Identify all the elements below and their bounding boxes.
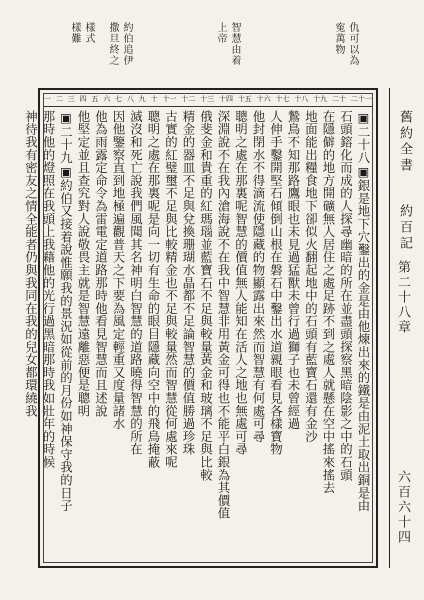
- divider: [389, 88, 390, 568]
- verse-number: 十六: [256, 95, 271, 103]
- header-note: 上帝: [215, 22, 226, 44]
- verse-number: 八: [126, 95, 134, 103]
- verse-number: 四: [79, 95, 87, 103]
- text-column: 精金的器皿不足與兌換珊瑚水晶都不足論智慧的價值勝過珍珠: [181, 110, 196, 456]
- header-note: 樣難: [69, 22, 80, 44]
- verse-number: 二十: [332, 95, 347, 103]
- page-number: 六百六十四: [395, 470, 410, 545]
- verse-number: 九: [138, 95, 146, 103]
- verse-number: 十五: [237, 95, 252, 103]
- verse-number: 六: [103, 95, 111, 103]
- verse-number: 三: [67, 95, 75, 103]
- text-column: 人伸手鑿開堅石傾倒山根在磐石中鑿出水道親眼看見各樣寶物: [268, 110, 284, 456]
- text-column: 鷙鳥不知那路鷹眼也未見過猛獸未曾行過獅子也未曾經過: [286, 110, 301, 430]
- book-title: 舊約全書: [397, 110, 412, 174]
- header-note: 約伯追伊: [121, 22, 132, 66]
- header-note: 智慧由着: [229, 22, 240, 66]
- chapter-label: 第二十八章: [395, 260, 410, 335]
- text-column: 聰明之處在那裏呢智慧的價值無人能知在活人之地也無處可尋: [233, 110, 249, 456]
- verse-number: 十八: [294, 95, 309, 103]
- text-column: ▣二十八▣銀是地下穴鑿出的金是由他煉出來的鐵是由泥土取出銅是由: [356, 110, 371, 512]
- verse-number: 二十一: [350, 95, 372, 103]
- verse-number: 十九: [313, 95, 328, 103]
- text-column: 他為雨露定命令為雷電定道路那時他看見智慧而且述說: [93, 110, 109, 418]
- text-column: 神待我有密友之情全能者仍與我同在我的兒女都環繞我: [23, 110, 39, 418]
- verse-number: 十七: [275, 95, 290, 103]
- text-column: 滅沒和死亡說我們風聞其名神明白智慧的道路曉得智慧的所在: [128, 110, 144, 456]
- text-column: 在隱僻的地方開礦無人居住之處足跡不到之處人就懸在空中搖來搖去: [321, 110, 336, 494]
- verse-number: 十二: [181, 95, 196, 103]
- text-column: 聰明之處在那裏呢是向一切有生命的眼目隱藏向空中的飛鳥掩蔽: [146, 110, 161, 469]
- verse-number: 十: [150, 95, 158, 103]
- text-column: ▣二十九▣約伯又接着說惟願我的景況如從前的月份如神保守我的日子: [58, 110, 74, 512]
- verse-number: 十三: [200, 95, 215, 103]
- text-column: 因他鑒察直到地極遍觀普天之下要為風定輕重又度量諸水: [111, 110, 126, 430]
- text-column: 古實的紅璧璽不足與比較精金也不足與較量然而智慧從何處來呢: [163, 110, 179, 469]
- text-column: 俄斐金和貴重的紅瑪瑙並藍寶石不足與較量黃金和玻璃不足與比較: [198, 110, 214, 482]
- text-column: 他堅定並且查究對人說敬畏主就是智慧遠離惡便是聰明: [76, 110, 91, 418]
- verse-number: 五: [91, 95, 99, 103]
- text-column: 石頭鎔化而成的人探尋幽暗的所在並盡頭探察黑暗陰影之中的石頭: [338, 110, 354, 482]
- header-note: 撒旦終之: [107, 22, 118, 66]
- sub-book-title: 約百記: [397, 204, 412, 252]
- verse-number-row: [44, 92, 372, 106]
- divider: [44, 106, 372, 107]
- body-text: [23, 110, 372, 562]
- verse-number: 七: [115, 95, 123, 103]
- header-note: 樣式: [83, 22, 94, 44]
- text-column: 深淵說不在我內滄海說不在我中智慧非用黃金可得也不能平白銀為其價值: [216, 110, 231, 520]
- verse-number: 十一: [162, 95, 177, 103]
- header-note: 仇可以為: [347, 22, 358, 66]
- text-column: 地面能出糧食地下卻似火翻起地中的石頭有藍寶石還有金沙: [303, 110, 319, 443]
- text-column: 他封閉水不得滴流使隱藏的物顯露出來然而智慧有何處可尋: [251, 110, 266, 443]
- verse-number: 十四: [218, 95, 233, 103]
- running-title: [396, 110, 412, 252]
- text-column: 那時他的燈照在我頭上我藉他的光行過黑暗那時我如壯年的時候: [41, 110, 56, 469]
- verse-number: 一: [44, 95, 51, 103]
- verse-number: 二: [55, 95, 63, 103]
- header-note: 寃萬物: [333, 22, 344, 55]
